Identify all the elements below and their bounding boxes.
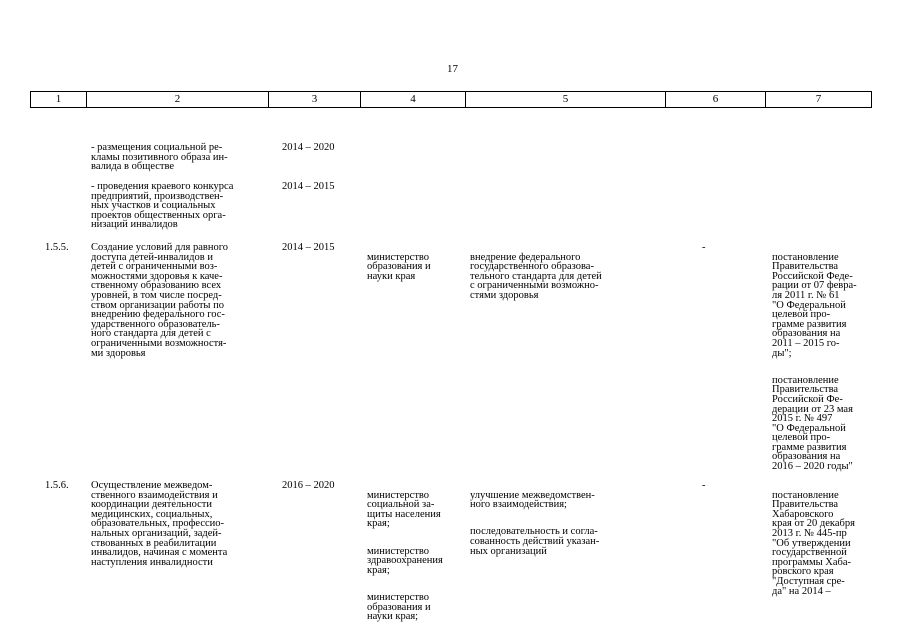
row-basis-1-5-5 [772, 243, 877, 481]
row-executor-1-5-6 [367, 481, 467, 631]
header-col-7: 7 [815, 93, 822, 105]
header-col-2: 2 [87, 92, 269, 107]
row-activity-1-5-5: Создание условий для равного доступа детей-инвалидов и детей с ограниченными воз- можностями здоровья к каче- ственному образованию всех уровней, в том числе посред- ством организации работы по внедрению федерального гос- ударственного образователь- ного стандарта для детей с ограниченными возможностя- ми здоровья [91, 242, 229, 359]
header-col-3: 3 [269, 92, 361, 107]
basis-item: постановление Правительства Российской Фе- дерации от 23 мая 2015 г. № 497 "О Федеральной целевой про- грамме развития образования на 2016 – 2020 годы" [772, 374, 853, 473]
row-number-1-5-6: 1.5.6. [45, 480, 69, 491]
row-basis-1-5-6 [772, 481, 877, 606]
basis-item: постановление Правительства Российской Феде- рации от 07 февра- ля 2011 г. № 61 "О Федеральной целевой про- грамме развития образования на 2011 – 2015 го- ды"; [772, 251, 857, 359]
result-item: последовательность и согла- сованность действий указан- ных организаций [470, 526, 600, 557]
table-header [30, 91, 872, 108]
basis-item: постановление Правительства Хабаровского края от 20 декабря 2013 г. № 445-пр "Об утверждении государственной программы Хаба- ровского края "Доступная сре- да" на 2014 – [772, 489, 855, 597]
executor-item: министерство социальной за- щиты населения края; [367, 489, 441, 530]
row-item-advertising-period: 2014 – 2020 [282, 142, 335, 153]
row-period-1-5-5: 2014 – 2015 [282, 242, 335, 253]
row-col6-1-5-5: - [702, 242, 706, 253]
executor-item: министерство здравоохранения края; [367, 545, 443, 576]
header-col-5: 5 [466, 92, 666, 107]
row-activity-1-5-6: Осуществление межведом- ственного взаимодействия и координации деятельности медицинских, социальных, образовательных, профессио- нальных организаций, задей- ствованных в реабилитации инвалидов, начиная с момента наступления инвалидности [91, 480, 228, 568]
executor-item: министерство образования и науки края [367, 251, 431, 282]
row-period-1-5-6: 2016 – 2020 [282, 480, 335, 491]
row-item-advertising: - размещения социальной ре- кламы позитивного образа ин- валида в обществе [91, 142, 228, 173]
header-col-6: 6 [666, 92, 766, 107]
result-item: улучшение межведомствен- ного взаимодействия; [470, 489, 595, 511]
row-item-contest: - проведения краевого конкурса предприятий, производствен- ных участков и социальных проектов общественных орга- низаций инвалидов [91, 181, 234, 231]
executor-item: министерство образования и науки края; [367, 591, 431, 623]
row-result-1-5-5 [470, 243, 640, 310]
page-number: 17 [447, 63, 458, 75]
row-number-1-5-5: 1.5.5. [45, 242, 69, 253]
result-item: внедрение федерального государственного образова- тельного стандарта для детей с ограниченными возможно- стями здоровья [470, 251, 602, 301]
row-result-1-5-6 [470, 481, 640, 566]
row-col6-1-5-6: - [702, 480, 706, 491]
header-col-4: 4 [361, 92, 466, 107]
row-item-contest-period: 2014 – 2015 [282, 181, 335, 192]
header-col-1: 1 [31, 92, 87, 107]
row-executor-1-5-5 [367, 243, 467, 291]
